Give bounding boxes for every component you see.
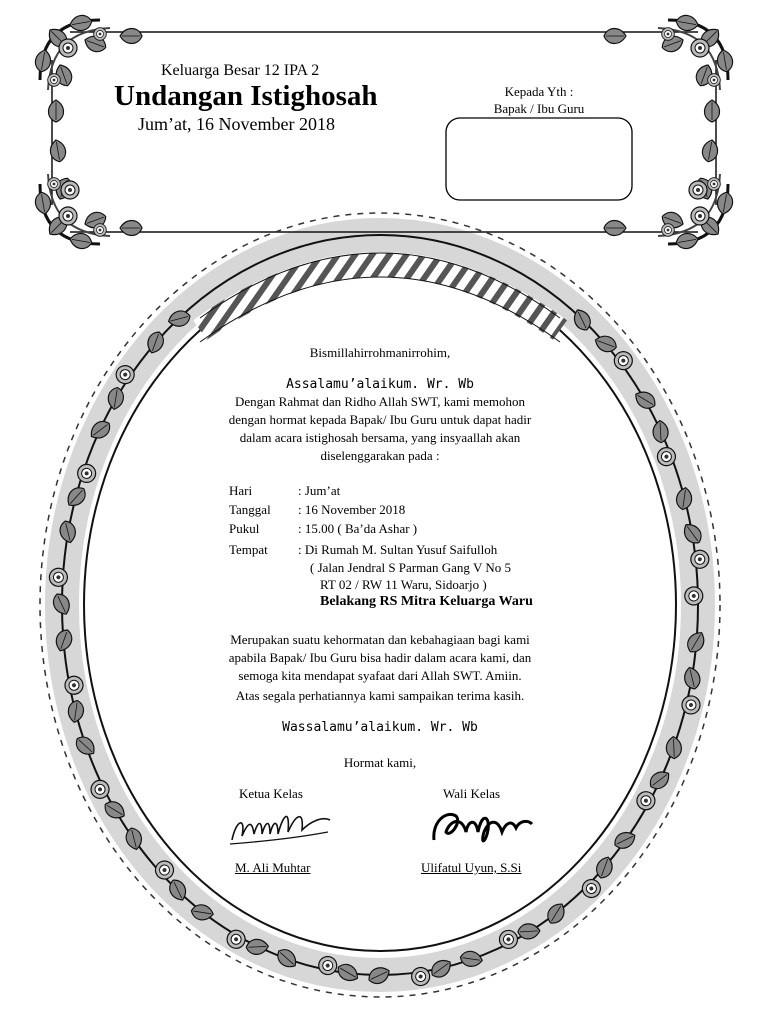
intro-line: dalam acara istighosah bersama, yang insyaallah akan	[239, 430, 521, 445]
detail-value-day: : Jum’at	[298, 483, 341, 498]
signer-left-role: Ketua Kelas	[239, 786, 303, 801]
wreath-flower-icon	[77, 464, 96, 483]
floral-corner-icon	[658, 14, 734, 90]
invitation-date: Jum’at, 16 November 2018	[138, 114, 335, 134]
floral-corner-icon	[34, 14, 110, 90]
salam-closing: Wassalamu’alaikum. Wr. Wb	[282, 720, 478, 735]
detail-label-day: Hari	[229, 483, 253, 498]
intro-paragraph	[160, 393, 600, 465]
address-line-1: ( Jalan Jendral S Parman Gang V No 5	[310, 560, 511, 575]
address-box	[446, 118, 632, 200]
closing-paragraph	[160, 631, 600, 705]
recipient-label: Kepada Yth :	[504, 84, 574, 99]
detail-label-place: Tempat	[229, 542, 268, 557]
signature-scribble	[428, 802, 540, 850]
landmark: Belakang RS Mitra Keluarga Waru	[320, 594, 533, 609]
closing-line: Atas segala perhatiannya kami sampaikan terima kasih.	[235, 688, 525, 703]
invitation-title: Undangan Istighosah	[114, 80, 378, 112]
org-name: Keluarga Besar 12 IPA 2	[161, 62, 320, 79]
signer-left-name: M. Ali Muhtar	[235, 860, 311, 875]
detail-value-place: : Di Rumah M. Sultan Yusuf Saifulloh	[298, 542, 498, 557]
closing-line: Merupakan suatu kehormatan dan kebahagiaan bagi kami	[230, 632, 530, 647]
intro-line: dengan hormat kepada Bapak/ Ibu Guru untuk dapat hadir	[228, 412, 532, 427]
wreath-flower-icon	[91, 780, 110, 799]
signature-scribble	[226, 802, 336, 852]
signer-right-role: Wali Kelas	[443, 786, 501, 801]
intro-line: diselenggarakan pada :	[320, 448, 440, 463]
address-line-2: RT 02 / RW 11 Waru, Sidoarjo )	[320, 577, 487, 592]
detail-label-time: Pukul	[229, 521, 260, 536]
closing-line: semoga kita mendapat syafaat dari Allah SWT. Amiin.	[238, 668, 522, 683]
detail-value-date: : 16 November 2018	[298, 502, 406, 517]
detail-value-time: : 15.00 ( Ba’da Ashar )	[298, 521, 418, 536]
bismillah: Bismillahirrohmanirrohim,	[309, 345, 451, 360]
salam-opening: Assalamu’alaikum. Wr. Wb	[286, 377, 474, 392]
regards: Hormat kami,	[343, 755, 417, 770]
detail-label-date: Tanggal	[229, 502, 271, 517]
signer-right-name: Ulifatul Uyun, S.Si	[421, 860, 522, 875]
intro-line: Dengan Rahmat dan Ridho Allah SWT, kami memohon	[234, 394, 526, 409]
closing-line: apabila Bapak/ Ibu Guru bisa hadir dalam acara kami, dan	[228, 650, 532, 665]
recipient-name: Bapak / Ibu Guru	[493, 101, 585, 116]
